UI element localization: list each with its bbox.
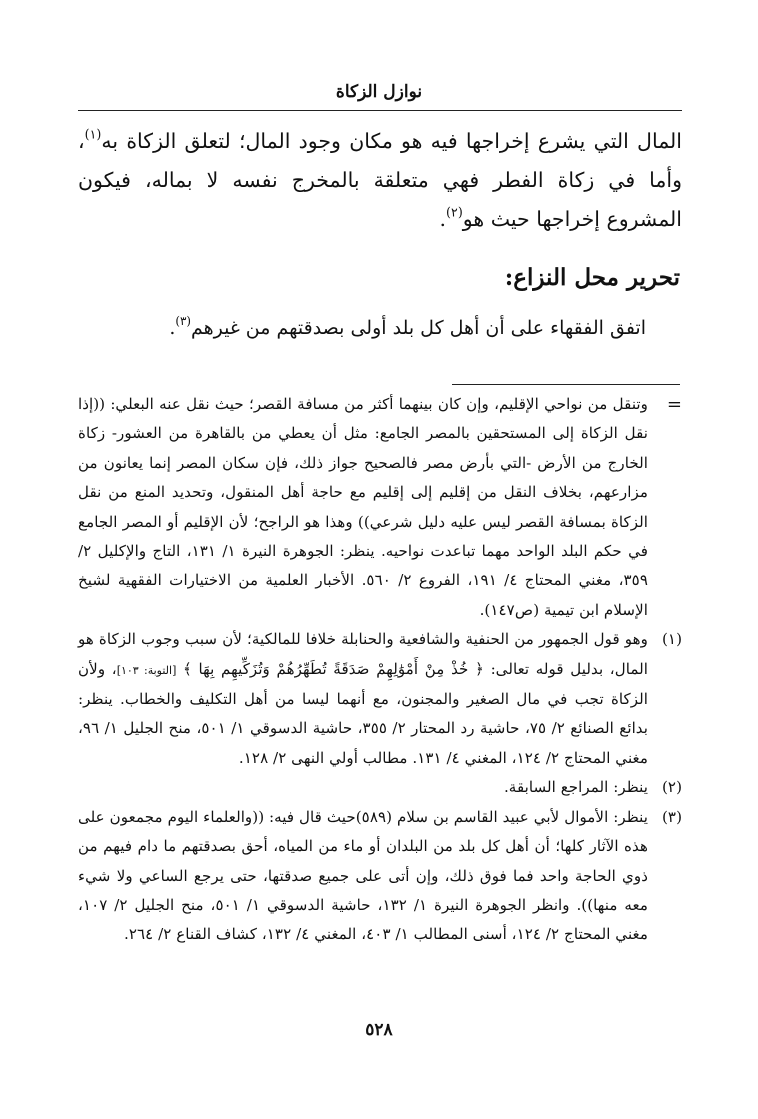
section-heading: تحرير محل النزاع: <box>504 264 680 291</box>
paragraph-end-punct: . <box>439 207 447 231</box>
footnote-continued <box>78 390 682 625</box>
footnote-2 <box>78 773 682 802</box>
footnote-text: ينظر: المراجع السابقة. <box>503 778 648 797</box>
verse-reference: [التوبة: ١٠٣] <box>116 663 177 677</box>
footnote-text: وتنقل من نواحي الإقليم، وإن كان بينهما أكثر من مسافة القصر؛ حيث نقل عنه البعلي: ((إذا نقل الزكاة إلى المستحقين بالمصر الجامع: مثل أن يعطي من بالقاهرة من العشور- زكاة الخارج من الأرض -التي بأرض مصر فالصحيح جواز ذلك، فإن سكان المصر إنما يعانون من مزارعهم، بخلاف النقل من إقليم إلى إقليم مع حاجة أهل المنقول، وتحديد المنع من نقل الزكاة بمسافة القصر ليس عليه دليل شرعي)) وهذا هو الراجح؛ لأن الإقليم أو المصر الجامع في حكم البلد الواحد مهما تباعدت نواحيه. ينظر: الجوهرة النيرة ١/ ١٣١، التاج والإكليل ٢/ ٣٥٩، مغني المحتاج ٤/ ١٩١، الفروع ٢/ ٥٦٠. الأخبار العلمية من الاختيارات الفقهية لشيخ الإسلام ابن تيمية (ص١٤٧). <box>78 395 648 619</box>
main-text <box>78 122 682 239</box>
agreement-text: اتفق الفقهاء على أن أهل كل بلد أولى بصدقتهم من غيرهم <box>190 317 646 339</box>
footnote-number: (٢) <box>661 778 682 797</box>
footnote-text: ينظر: الأموال لأبي عبيد القاسم بن سلام (٥٨٩)حيث قال فيه: ((والعلماء اليوم مجمعون على هذه الآثار كلها؛ أن أهل كل بلد من البلدان أو ماء من المياه، أحق بصدقتهم ما دام فيهم من ذوي الحاجة واحد فما فوق ذلك، وإن أتى على جميع صدقتها، حتى يرجع الساعي ولا شيء معه منها)). وانظر الجوهرة النيرة ١/ ١٣٢، حاشية الدسوقي ١/ ٥٠١، منح الجليل ٢/ ١٠٧، مغني المحتاج ٢/ ١٢٤، أسنى المطالب ١/ ٤٠٣، المغني ٤/ ١٣٢، كشاف القناع ٢/ ٢٦٤. <box>78 807 648 944</box>
footnote-ref-3[interactable]: (٣) <box>175 314 191 329</box>
running-head: نوازل الزكاة <box>335 82 423 102</box>
header-rule <box>78 110 682 111</box>
footnote-number: (١) <box>661 630 682 649</box>
paragraph-text-part-b: ، وأما في زكاة الفطر فهي متعلقة بالمخرج نفسه لا بماله، فيكون المشروع إخراجها حيث هو <box>78 129 682 231</box>
agreement-end-punct: . <box>169 317 176 339</box>
footnote-1 <box>78 625 682 773</box>
footnote-text-continued: ، ولأن الزكاة تجب في مال الصغير والمجنون، مع أنهما ليسا من أهل التكليف والخطاب. ينظر: بدائع الصنائع ٢/ ٧٥، حاشية رد المحتار ٢/ ٣٥٥، حاشية الدسوقي ١/ ٥٠١، منح الجليل ١/ ٩٦، مغني المحتاج ٢/ ١٢٤، المغني ٤/ ١٣١. مطالب أولي النهى ٢/ ١٢٨. <box>78 659 648 767</box>
main-paragraph <box>78 122 682 239</box>
footnote-number: (٣) <box>661 807 682 826</box>
footnotes-section <box>78 390 682 950</box>
agreement-statement <box>106 309 646 347</box>
page-number: ٥٢٨ <box>365 1020 393 1040</box>
paragraph-text-part-a: المال التي يشرع إخراجها فيه هو مكان وجود المال؛ لتعلق الزكاة به <box>101 129 682 153</box>
footnote-3 <box>78 803 682 950</box>
footnote-ref-2[interactable]: (٢) <box>446 204 463 220</box>
footnote-separator <box>452 384 680 385</box>
continuation-mark: = <box>666 394 682 415</box>
footnote-ref-1[interactable]: (١) <box>84 126 102 142</box>
footnote-text: وهو قول الجمهور من الحنفية والشافعية والحنابلة خلافا للمالكية؛ لأن سبب وجوب الزكاة هو المال، بدليل قوله تعالى: ﴿ خُذْ مِنْ أَمْوَٰلِهِمْ صَدَقَةً تُطَهِّرُهُمْ وَتُزَكِّيهِم بِهَا ﴾ <box>78 630 648 678</box>
